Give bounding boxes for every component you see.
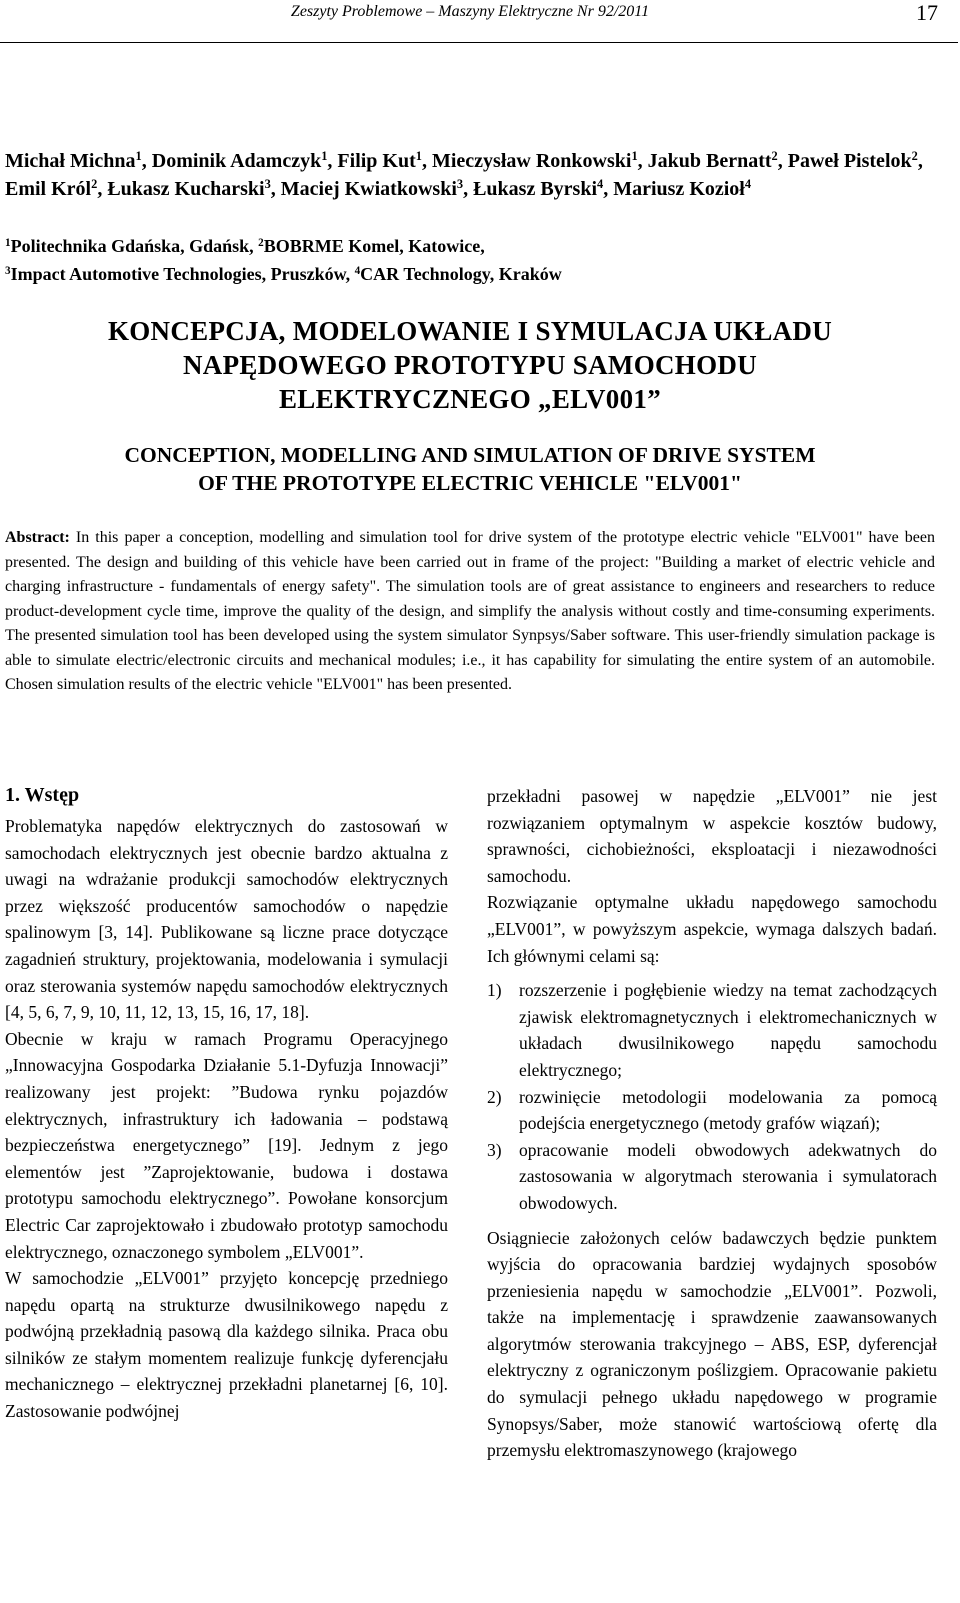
author: Mariusz Kozioł$^4$ — [613, 177, 752, 200]
author: Dominik Adamczyk$^1$, — [151, 149, 338, 172]
paragraph: przekładni pasowej w napędzie „ELV001” nie jest rozwiązaniem optymalnym w aspekcie kosztów budowy, sprawności, cichobieżności, eksploatacji i niezawodności samochodu. — [487, 786, 937, 886]
author: Emil Król$^2$, — [5, 177, 108, 200]
paper-title-english: CONCEPTION, MODELLING AND SIMULATION OF DRIVE SYSTEM OF THE PROTOTYPE ELECTRIC VEHICLE "ELV001" — [124, 443, 816, 495]
header-rule — [0, 42, 958, 43]
abstract-label: Abstract: — [5, 529, 70, 546]
author: Łukasz Kucharski$^3$, — [107, 177, 281, 200]
list-item: 1) rozszerzenie i pogłębienie wiedzy na temat zachodzących zjawisk elektromagnetycznych i elektromechanicznych w układach dwusilnikowego napędu samochodu elektrycznego; — [487, 980, 937, 1080]
author: Paweł Pistelok$^2$, — [787, 149, 923, 172]
abstract-text: In this paper a conception, modelling and simulation tool for drive system of the prototype electric vehicle "ELV001" have been presented. The design and building of this vehicle have been carried out in frame of the project: "Building a market of electric vehicle and charging infrastructure - fundamentals of energy safety". The simulation tools are of great assistance to engineers and researchers to reduce product-development cycle time, improve the quality of the design, and simplify the analysis without costly and time-consuming experiments. The presented simulation tool has been developed using the system simulator Synpsys/Saber software. This user-friendly simulation package is able to simulate electric/electronic circuits and mechanical modules; i.e., it has capability for simulating the entire system of an automobile. Chosen simulation results of the electric vehicle "ELV001" has been presented. — [5, 529, 935, 693]
paragraph: Osiągniecie założonych celów badawczych będzie punktem wyjścia do opracowania bardziej wydajnych sposobów przeniesienia napędu w samochodzie „ELV001”. Pozwoli, także na implementację i sprawdzenie zaawansowanych algorytmów sterowania trakcyjnego – ABS, ESP, dyferencjał elektryczny z ograniczonym poślizgiem. Opracowanie pakietu do symulacji pełnego układu napędowego w programie Synopsys/Saber, może stanowić wartościową ofertę dla przemysłu elektromaszynowego (krajowego — [487, 1227, 937, 1461]
goals-list — [487, 977, 937, 1216]
affiliation: $^2$BOBRME Komel, Katowice, — [258, 236, 485, 256]
author: Filip Kut$^1$, — [337, 149, 432, 172]
affiliation: $^3$Impact Automotive Technologies, Pruszków, — [5, 264, 355, 284]
affiliation: $^1$Politechnika Gdańska, Gdańsk, — [5, 236, 259, 256]
paragraph: Problematyka napędów elektrycznych do zastosowań w samochodach elektrycznych jest obecnie bardzo aktualna z uwagi na wdrażanie produkcji samochodów elektrycznych przez większość producentów samochodów o napędzie spalinowym [3, 14]. Publikowane są liczne prace dotyczące zagadnień struktury, projektowania, modelowania i symulacji oraz sterowania systemów napędu samochodów elektrycznych [4, 5, 6, 7, 9, 10, 11, 12, 13, 15, 16, 17, 18]. — [5, 816, 448, 1023]
abstract — [5, 526, 935, 698]
author: Łukasz Byrski$^4$, — [473, 177, 614, 200]
author-list — [5, 147, 935, 203]
paragraph: W samochodzie „ELV001” przyjęto koncepcję przedniego napędu opartą na strukturze dwusilnikowego napędu z podwójną przekładnią pasową dla każdego silnika. Praca obu silników ze stałym momentem realizuje funkcję dyferencjału mechanicznego – elektrycznej przekładni planetarnej [6, 10]. Zastosowanie podwójnej — [5, 1268, 448, 1422]
left-column — [5, 781, 448, 1425]
author: Mieczysław Ronkowski$^1$, — [431, 149, 648, 172]
author: Jakub Bernatt$^2$, — [647, 149, 788, 172]
paragraph: Obecnie w kraju w ramach Programu Operacyjnego „Innowacyjna Gospodarka Działanie 5.1-Dyfuzja Innowacji” realizowany jest projekt: ”Budowa rynku pojazdów elektrycznych, infrastruktury ich ładowania – podstawą bezpieczeństwa energetycznego” [19]. Jednym z jego elementów jest ”Zaprojektowanie, budowa i dostawa prototypu samochodu elektrycznego”. Powołane konsorcjum Electric Car zaprojektowało i zbudowało prototyp samochodu elektrycznego, oznaczonego symbolem „ELV001”. — [5, 1028, 448, 1262]
affiliations — [5, 232, 935, 288]
section-heading: 1. Wstęp — [5, 784, 80, 806]
right-column — [487, 783, 937, 1464]
author: Maciej Kwiatkowski$^3$, — [280, 177, 474, 200]
page-number: 17 — [916, 0, 938, 25]
list-item: 3) opracowanie modeli obwodowych adekwatnych do zastosowania w algorytmach sterowania i symulatorach obwodowych. — [487, 1139, 937, 1213]
journal-header: Zeszyty Problemowe – Maszyny Elektryczne Nr 92/2011 — [290, 3, 650, 20]
paragraph: Rozwiązanie optymalne układu napędowego samochodu „ELV001”, w powyższym aspekcie, wymaga dalszych badań. Ich głównymi celami są: — [487, 892, 937, 966]
author: Michał Michna$^1$, — [5, 149, 152, 172]
list-item: 2) rozwinięcie metodologii modelowania za pomocą podejścia energetycznego (metody grafów wiązań); — [487, 1086, 937, 1134]
affiliation: $^4$CAR Technology, Kraków — [354, 264, 562, 284]
paper-title-polish: KONCEPCJA, MODELOWANIE I SYMULACJA UKŁADU NAPĘDOWEGO PROTOTYPU SAMOCHODU ELEKTRYCZNEGO „ELV001” — [107, 316, 833, 414]
